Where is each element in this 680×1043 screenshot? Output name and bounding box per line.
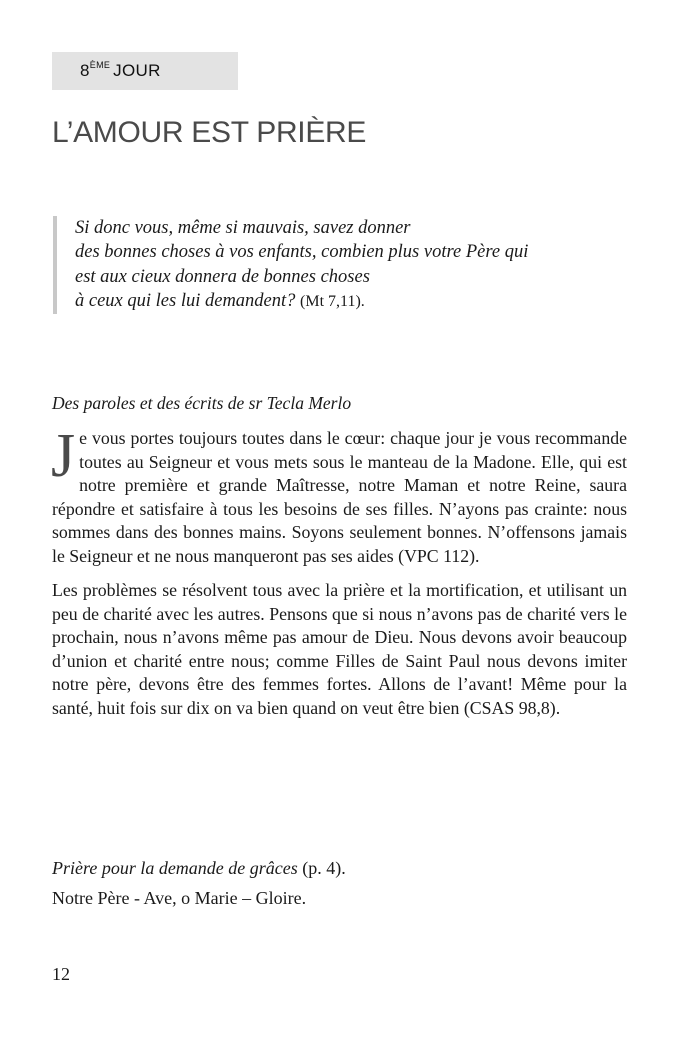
quote-reference: (Mt 7,11). — [300, 292, 365, 310]
prayer-instruction — [52, 853, 346, 883]
prayer-label: Prière pour la demande de grâces — [52, 858, 298, 878]
day-number: 8 — [80, 61, 90, 80]
day-word: JOUR — [113, 61, 161, 80]
paragraph-2: Les problèmes se résolvent tous avec la prière et la mortification, et utilisant un peu de charité avec les autres. Pensons que si nous n’avons pas de charité vers le prochain, nous n’avons même pas amour de Dieu. Nous devons avoir beaucoup d’union et charité entre nous; comme Filles de Saint Paul nous devons imiter notre père, devons être des femmes fortes. Allons de l’avant! Même pour la santé, huit fois sur dix on va bien quand on veut être bien (CSAS 98,8). — [52, 580, 627, 718]
paragraph-1 — [51, 422, 627, 568]
prayer-page-ref: (p. 4). — [302, 858, 346, 878]
paragraph-1-text: e vous portes toujours toutes dans le cœur: chaque jour je vous recommande toutes au Seigneur et vous mets sous le manteau de la Madone. Elle, qui est notre première et grande Maîtresse, notre Maman et notre Reine, saura répondre et satisfaire à tous les besoins de ses filles. N’ayons pas crainte: nous sommes dans des bonnes mains. Soyons seulement bonnes. N’offensons jamais le Seigneur et ne nous manqueront pas ses aides (VPC 112). — [52, 428, 627, 566]
body-text — [51, 422, 627, 731]
prayer-line: Notre Père - Ave, o Marie – Gloire. — [52, 888, 307, 908]
page-title: L’AMOUR EST PRIÈRE — [52, 116, 367, 149]
quote-text: Si donc vous, même si mauvais, savez donner des bonnes choses à vos enfants, combien plus votre Père qui est aux cieux donnera de bonnes choses à ceux qui les lui demandent? — [75, 218, 529, 311]
prayer-section — [52, 853, 346, 913]
day-suffix: ÈME — [89, 60, 111, 70]
day-label — [52, 52, 238, 90]
drop-cap: J — [51, 422, 76, 490]
scripture-quote — [53, 216, 655, 314]
page-number: 12 — [52, 964, 70, 984]
section-heading: Des paroles et des écrits de sr Tecla Merlo — [52, 393, 352, 413]
